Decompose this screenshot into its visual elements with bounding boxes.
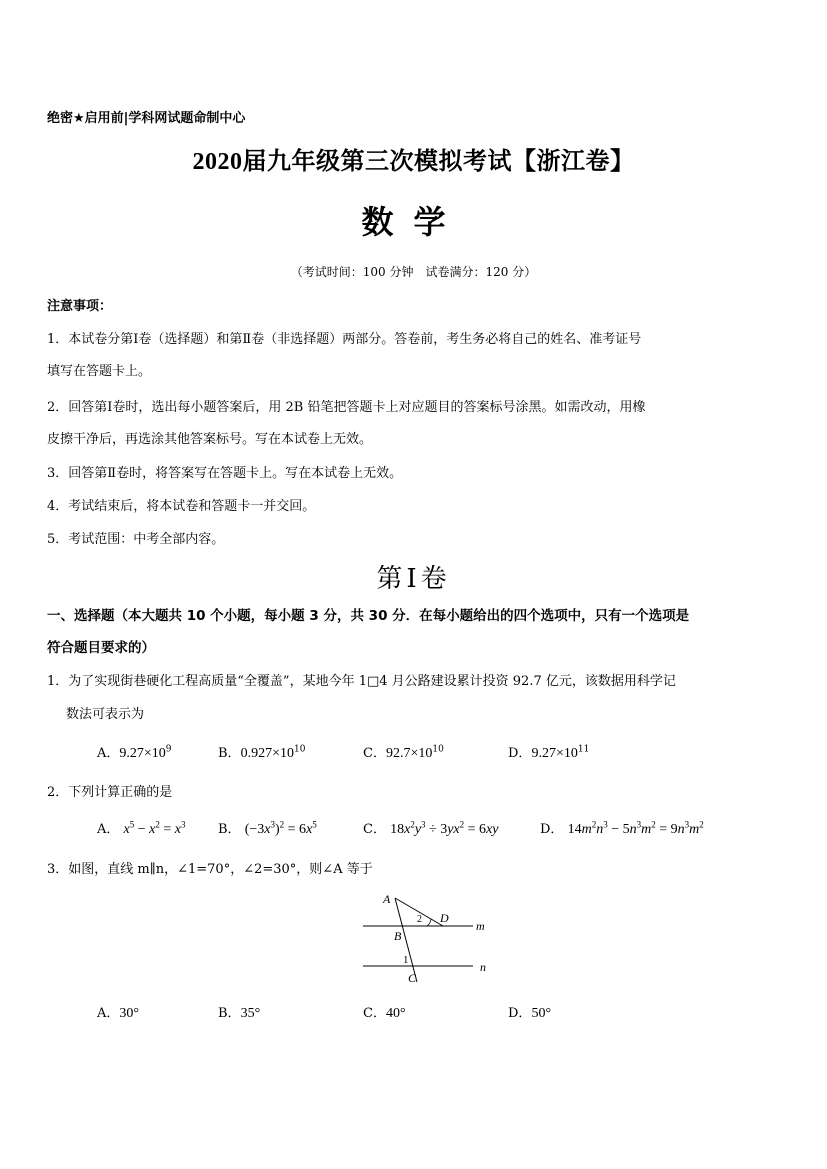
exam-title: 2020届九年级第三次模拟考试【浙江卷】 [192, 149, 635, 175]
q3-stem: 3．如图，直线 m∥n，∠1=70°，∠2=30°，则∠A 等于 [47, 862, 373, 877]
q3-option-c: C．40° [363, 1006, 406, 1021]
note-line: 皮擦干净后，再选涂其他答案标号。写在本试卷上无效。 [47, 432, 373, 447]
q3-figure [355, 886, 495, 986]
section-title: 第Ⅰ卷 [376, 564, 451, 594]
label-angle-2: 2 [417, 914, 422, 925]
label-n: n [480, 960, 486, 974]
label-d: D [440, 911, 449, 925]
exam-info: （考试时间：100 分钟 试卷满分：120 分） [290, 265, 537, 279]
q1-stem-cont: 数法可表示为 [66, 707, 145, 722]
note-line: 4．考试结束后，将本试卷和答题卡一并交回。 [47, 499, 316, 514]
label-b: B [394, 929, 402, 943]
angle-2-arc [427, 919, 431, 926]
q2-option-b: B． $(-3x^3)^2 = 6x^5$ [218, 819, 317, 837]
q3-option-b: B．35° [218, 1006, 261, 1021]
q2-option-a: A． $x^5 - x^2 = x^3$ [97, 819, 186, 837]
q1-option-a: A．$9.27\times 10^9$ [97, 744, 172, 761]
q3-option-a: A．30° [97, 1006, 139, 1021]
subject-title: 数学 [361, 203, 466, 241]
notes-heading: 注意事项： [47, 299, 113, 314]
q2-option-c: C． $18x^2y^3 \div 3yx^2 = 6xy$ [363, 819, 499, 837]
note-line: 填写在答题卡上。 [47, 364, 152, 379]
note-line: 1．本试卷分第Ⅰ卷（选择题）和第Ⅱ卷（非选择题）两部分。答卷前，考生务必将自己的姓名、准考证号 [47, 332, 642, 347]
note-line: 5．考试范围：中考全部内容。 [47, 532, 225, 547]
q1-option-c: C．$92.7\times 10^{10}$ [363, 744, 444, 761]
label-m: m [476, 919, 485, 933]
note-line: 3．回答第Ⅱ卷时，将答案写在答题卡上。写在本试卷上无效。 [47, 466, 403, 481]
part1-heading: 一、选择题（本大题共 10 个小题，每小题 3 分，共 30 分．在每小题给出的四个选项中，只有一个选项是 [47, 608, 690, 624]
q2-option-d: D． $14m^2n^3 - 5n^3m^2 = 9n^3m^2$ [540, 819, 704, 837]
label-c: C [408, 971, 417, 985]
q1-option-b: B．$0.927\times 10^{10}$ [218, 744, 306, 761]
q1-stem: 1．为了实现街巷硬化工程高质量“全覆盖”，某地今年 1□4 月公路建设累计投资 92.7 亿元，该数据用科学记 [47, 674, 676, 689]
label-a: A [383, 892, 391, 906]
q3-option-d: D．50° [508, 1006, 552, 1021]
note-line: 2．回答第Ⅰ卷时，选出每小题答案后，用 2B 铅笔把答题卡上对应题目的答案标号涂黑。如需改动，用橡 [47, 400, 646, 415]
part1-heading-cont: 符合题目要求的） [47, 640, 155, 656]
q1-option-d: D．$9.27\times 10^{11}$ [508, 744, 590, 761]
label-angle-1: 1 [403, 954, 409, 966]
q2-stem: 2．下列计算正确的是 [47, 785, 173, 800]
secret-tag: 绝密★启用前|学科网试题命制中心 [47, 111, 246, 126]
